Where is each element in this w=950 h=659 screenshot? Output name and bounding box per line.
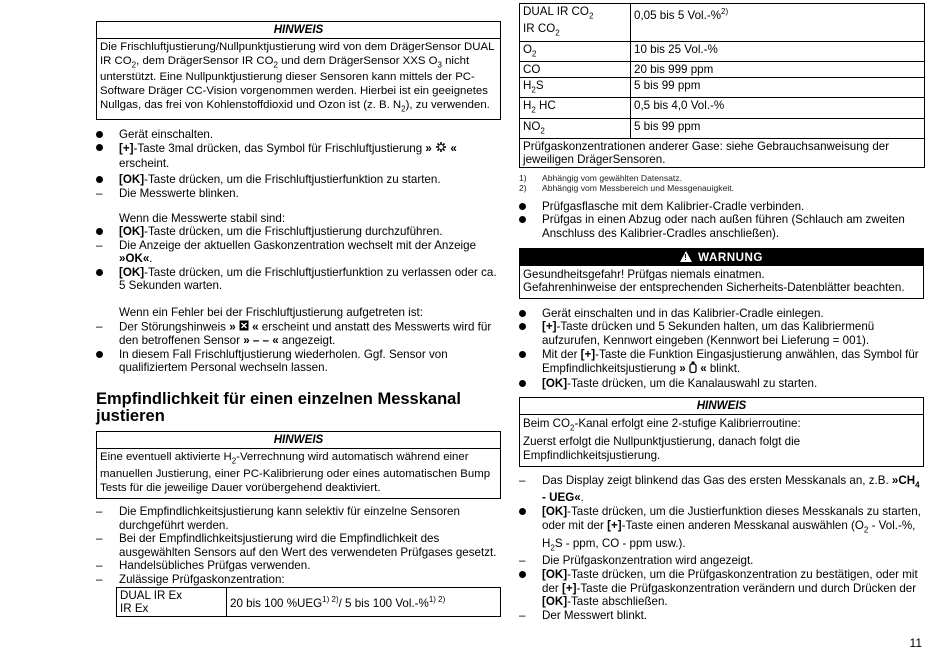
step-selektiv: – Die Empfindlichkeitsjustierung kann selektiv für einzelne Sensoren durchgeführt werden. [96, 505, 460, 532]
hinweis-text: Beim $CO_2$-Kanal erfolgt eine 2-stufige Kalibrierroutine: Zuerst erfolgt die Nullpunktjustierung, danach folgt die Empfindlichkeitsjustierung. [523, 417, 801, 462]
warnung-box [519, 248, 924, 299]
fresh-air-icon [435, 141, 447, 157]
table-cell-gas: $H_2$ HC [520, 98, 631, 118]
step-kalibriermenue: [+]-Taste drücken und 5 Sekunden halten, um das Kalibriermenü aufzurufen, Kennwort eingeben (Kennwort bei Lieferung = 001). [519, 320, 925, 347]
section-heading: Empfindlichkeit für einen einzelnen Messkanal justieren [96, 390, 461, 426]
gas-bottle-icon [689, 361, 697, 377]
step-justierfunktion: [OK]-Taste drücken, um die Justierfunktion dieses Messkanals zu starten, oder mit der [+]-Taste einen anderen Messkanal auswählen ($O_2 - Vol.-\%$, $H_2S$ - ppm, CO - ppm usw.). [519, 505, 925, 554]
step-ok-verlassen: [OK]-Taste drücken, um die Frischluftjustierfunktion zu verlassen oder ca. 5 Sekunden warten. [96, 266, 501, 293]
table-row [520, 41, 925, 61]
left-column [96, 21, 501, 617]
warnung-line: Gefahrenhinweise der entsprechenden Sicherheits-Datenblätter beachten. [523, 281, 905, 295]
step-anzeige-ok: – Die Anzeige der aktuellen Gaskonzentration wechselt mit der Anzeige »OK«. [96, 238, 477, 266]
step-wiederholen: In diesem Fall Frischluftjustierung wiederholen. Ggf. Sensor von qualifiziertem Personal wechseln lassen. [96, 348, 501, 375]
table-cell-gas: DUAL IR Ex IR Ex [117, 587, 227, 616]
step-messwert-blinkt: – Der Messwert blinkt. [519, 608, 648, 622]
warnung-body [520, 266, 923, 298]
error-x-icon [239, 320, 249, 335]
warning-triangle-icon: ! [680, 251, 692, 262]
hinweis-title: HINWEIS [97, 22, 500, 39]
step-eingasjustierung: Mit der [+]-Taste die Funktion Eingasjustierung anwählen, das Symbol für Empfindlichkeitsjustierung » « blinkt. [519, 348, 925, 377]
stable-intro: Wenn die Messwerte stabil sind: [119, 211, 286, 225]
step-geraet-einschalten: Gerät einschalten. [96, 128, 501, 142]
footnote: 2) Abhängig vom Messbereich und Messgenauigkeit. [519, 183, 735, 194]
error-intro: Wenn ein Fehler bei der Frischluftjustierung aufgetreten ist: [119, 306, 423, 320]
table-row [520, 118, 925, 138]
table-cell-range: 0,05 bis 5 Vol.-%$^{2)}$ [631, 4, 925, 42]
step-plus-3mal: [+]-Taste 3mal drücken, das Symbol für Frischluftjustierung » « erscheint. [96, 141, 501, 170]
right-column [519, 3, 925, 622]
table-row [520, 61, 925, 77]
hinweis-title: HINWEIS [520, 398, 923, 415]
table-note: Prüfgaskonzentrationen anderer Gase: siehe Gebrauchsanweisung der jeweiligen DrägerSensoren. [520, 138, 925, 167]
step-ok-start: [OK]-Taste drücken, um die Frischluftjustierfunktion zu starten. [96, 173, 501, 187]
step-konzentration-angezeigt: – Die Prüfgaskonzentration wird angezeigt. [519, 554, 754, 568]
step-stoerungshinweis: – Der Störungshinweis » « erscheint und anstatt des Messwerts wird für den betroffenen Sensor » – – « angezeigt. [96, 319, 492, 348]
hinweis-title: HINWEIS [97, 432, 500, 449]
step-ok-durchfuehren: [OK]-Taste drücken, um die Frischluftjustierung durchzuführen. [96, 225, 501, 239]
step-messwerte-blinken: – Die Messwerte blinken. [96, 186, 239, 200]
table-row [520, 98, 925, 118]
hinweis-box-frischluft [96, 21, 501, 120]
table-cell-range: 20 bis 100 $\%UEG^{1) 2)}/$ 5 bis 100 Vol.-%$^{1) 2)}$ [227, 587, 501, 616]
step-empfindlichkeit: – Bei der Empfindlichkeitsjustierung wird die Empfindlichkeit des ausgewählten Sensors auf den Wert des verwendeten Prüfgases gesetzt. [96, 532, 497, 559]
hinweis-text: Die Frischluftjustierung/Nullpunktjustierung wird von dem DrägerSensor DUAL IR $CO_2$, dem DrägerSensor IR $CO_2$ und dem DrägerSensor XXS $O_3$ nicht unterstützt. Eine Nullpunktjustierung dieser Sensoren kann mittels der PC-Software Dräger CC-Vision vorgenommen werden. Hierbei ist ein geeignetes Nullgas, das frei von Kohlenstoffdioxid und Ozon ist (z. B. $N_2$), zu verwenden. [100, 41, 494, 113]
table-cell-gas: $O_2$ [520, 41, 631, 61]
hinweis-box-co2 [519, 397, 924, 466]
warnung-header: ! WARNUNG [520, 249, 923, 266]
step-abzug: Prüfgas in einen Abzug oder nach außen führen (Schlauch am zweiten Anschluss des Kalibrier-Cradles anschließen). [519, 213, 925, 240]
concentration-table-right [519, 3, 925, 168]
page-number: 11 [909, 636, 922, 651]
table-cell-gas: $NO_2$ [520, 118, 631, 138]
hinweis-text: Eine eventuell aktivierte $H_2$-Verrechnung wird automatisch während einer manuellen Justierung, einer PC-Kalibrierung oder eines automatischen Bump Tests für die jeweilige Dauer vorübergehend deaktiviert. [100, 451, 491, 494]
table-row [520, 4, 925, 42]
table-row [117, 587, 501, 616]
step-zulaessig: – Zulässige Prüfgaskonzentration: [96, 573, 285, 587]
step-bestaetigen: [OK]-Taste drücken, um die Prüfgaskonzentration zu bestätigen, oder mit der [+]-Taste die Prüfgaskonzentration verändern und durch Drücken der [OK]-Taste abschließen. [519, 568, 925, 609]
concentration-table-left [116, 587, 501, 617]
table-row [520, 138, 925, 167]
footnote: 1) Abhängig vom gewählten Datensatz. [519, 172, 682, 183]
table-cell-range: 5 bis 99 ppm [631, 118, 925, 138]
hinweis-box-h2 [96, 431, 501, 499]
warnung-line: Gesundheitsgefahr! Prüfgas niemals einatmen. [523, 267, 765, 281]
step-kanalauswahl: [OK]-Taste drücken, um die Kanalauswahl zu starten. [519, 377, 925, 391]
step-cradle-einlegen: Gerät einschalten und in das Kalibrier-Cradle einlegen. [519, 307, 925, 321]
table-cell-range: 20 bis 999 ppm [631, 61, 925, 77]
step-pruefgasflasche: Prüfgasflasche mit dem Kalibrier-Cradle verbinden. [519, 200, 925, 214]
table-cell-gas: CO [520, 61, 631, 77]
table-row [520, 77, 925, 97]
table-cell-range: 5 bis 99 ppm [631, 77, 925, 97]
table-cell-gas: $H_2S$ [520, 77, 631, 97]
step-handelsueblich: – Handelsübliches Prüfgas verwenden. [96, 559, 311, 573]
step-display-blinkend: – Das Display zeigt blinkend das Gas des ersten Messkanals an, z.B. $»CH_4$ - UEG«. [519, 473, 920, 505]
table-cell-gas: DUAL IR $CO_2$ IR $CO_2$ [520, 4, 631, 42]
table-cell-range: 0,5 bis 4,0 Vol.-% [631, 98, 925, 118]
table-cell-range: 10 bis 25 Vol.-% [631, 41, 925, 61]
